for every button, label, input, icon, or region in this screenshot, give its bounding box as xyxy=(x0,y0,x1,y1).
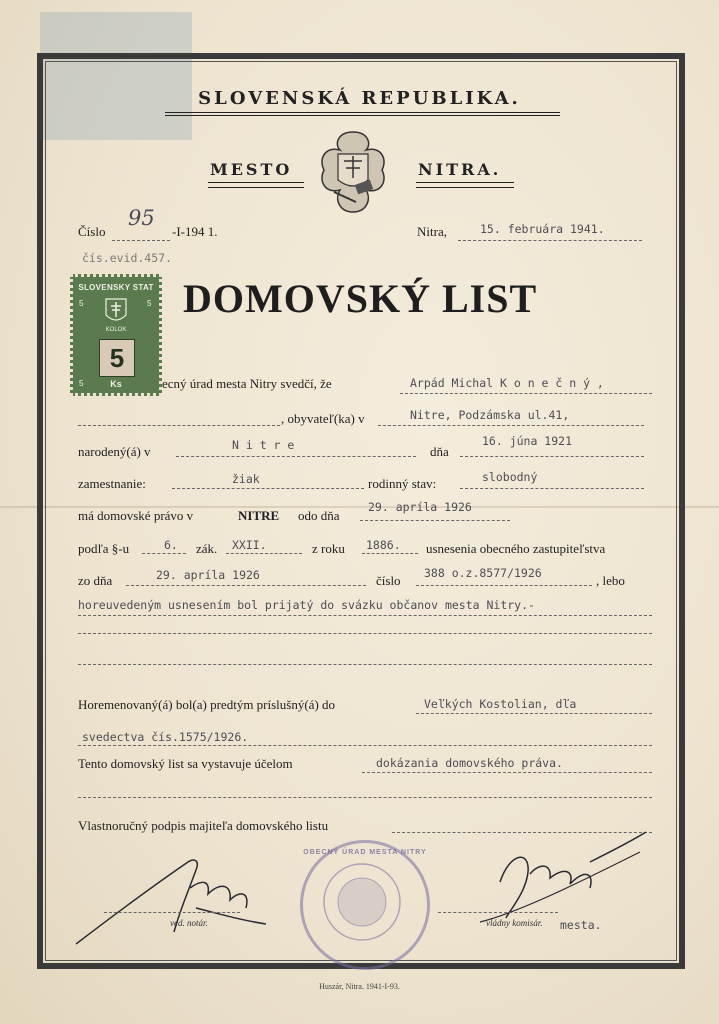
certificate-number: svedectva čís.1575/1926. xyxy=(82,730,249,744)
birthplace: N i t r e xyxy=(232,438,295,452)
coat-of-arms-icon xyxy=(316,128,390,214)
line6-label-c: z roku xyxy=(312,541,345,556)
line10-dots xyxy=(78,664,652,665)
line12-dots xyxy=(78,745,652,746)
republic-underline xyxy=(165,112,560,116)
document-title: DOMOVSKÝ LIST xyxy=(183,276,538,321)
number-label: Číslo xyxy=(78,224,106,239)
line11-label: Horemenovaný(á) bol(a) predtým príslušný(á) do xyxy=(78,697,336,712)
line3-label: narodený(á) v xyxy=(78,444,151,459)
evidence-number: čís.evid.457. xyxy=(82,251,173,265)
law-year: 1886. xyxy=(366,538,401,552)
paragraph-number: 6. xyxy=(164,538,178,552)
line2-dots-b xyxy=(378,425,644,426)
right-since-date: 29. apríla 1926 xyxy=(368,500,472,514)
line7-dots-a xyxy=(126,585,366,586)
holder-signature-image xyxy=(470,822,650,932)
line5-dots xyxy=(360,520,510,521)
line4-label: zamestnanie: xyxy=(78,476,146,491)
mesto-underline xyxy=(208,182,304,188)
birth-date: 16. júna 1921 xyxy=(482,434,573,448)
line7-dots-b xyxy=(416,585,592,586)
line13-label: Tento domovský list sa vystavuje účelom xyxy=(78,756,293,771)
line1-label: ecný úrad mesta Nitry svedčí, že xyxy=(162,376,332,391)
commissioner-signature-dots xyxy=(438,912,558,913)
notary-signature-image xyxy=(70,848,270,958)
admission-statement: horeuvedeným usnesením bol prijatý do svázku občanov mesta Nitry.- xyxy=(78,598,535,612)
resolution-number: 388 o.z.8577/1926 xyxy=(424,566,542,580)
holder-name: Arpád Michal K o n e č n ý , xyxy=(410,376,604,390)
stamp-corner-value: 5 xyxy=(79,299,84,308)
seal-text: OBECNÝ ÚRAD MESTA NITRY xyxy=(303,849,427,856)
revenue-stamp xyxy=(70,274,162,396)
stamp-state-label: SLOVENSKY STAT xyxy=(78,283,154,292)
previous-domicile: Veľkých Kostolian, dľa xyxy=(424,697,577,711)
city-underline xyxy=(416,182,514,188)
number-handwritten: 95 xyxy=(128,206,155,230)
line6-dots-b xyxy=(226,553,302,554)
line3-label2: dňa xyxy=(430,444,449,459)
city-heading: NITRA. xyxy=(418,160,502,179)
line6-dots-a xyxy=(142,553,186,554)
republic-heading: SLOVENSKÁ REPUBLIKA. xyxy=(198,88,521,109)
stamp-corner-value: 5 xyxy=(147,299,152,308)
line13-dots xyxy=(362,772,652,773)
issue-date: 15. februára 1941. xyxy=(480,222,605,236)
mesto-label: MESTO xyxy=(210,160,293,179)
line5-label-a: má domovské právo v xyxy=(78,508,194,523)
line7-label-a: zo dňa xyxy=(78,573,113,588)
law-number: XXII. xyxy=(232,538,267,552)
stamp-corner-value: 5 xyxy=(79,379,84,388)
seal-emblem-icon xyxy=(300,840,424,964)
occupation: žiak xyxy=(232,472,260,486)
line6-label-b: zák. xyxy=(196,541,218,556)
line5-city: NITRE xyxy=(238,508,280,523)
issue-place: Nitra, xyxy=(417,224,447,239)
line8-dots xyxy=(78,615,652,616)
number-dots xyxy=(112,240,170,241)
line6-label-d: usnesenia obecného zastupiteľstva xyxy=(426,541,606,556)
issue-date-dots xyxy=(458,240,642,241)
issue-purpose: dokázania domovského práva. xyxy=(376,756,563,770)
line2-label: , obyvateľ(ka) v xyxy=(281,411,365,426)
notary-label: ved. notár. xyxy=(170,918,208,928)
line2-dots-a xyxy=(78,425,280,426)
commissioner-mesta: mesta. xyxy=(560,918,602,932)
line5-label-b: odo dňa xyxy=(298,508,340,523)
stamp-currency: Ks xyxy=(110,379,122,389)
line4-dots-a xyxy=(172,488,364,489)
residence: Nitre, Podzámska ul.41, xyxy=(410,408,570,422)
official-seal xyxy=(300,840,430,970)
line4-dots-b xyxy=(460,488,644,489)
line14-dots xyxy=(78,797,652,798)
line1-dots xyxy=(400,393,652,394)
line3-dots-a xyxy=(176,456,416,457)
line3-dots-b xyxy=(460,456,644,457)
line4-label2: rodinný stav: xyxy=(368,476,437,491)
line9-dots xyxy=(78,633,652,634)
notary-signature-dots xyxy=(104,912,240,913)
holder-signature-label: Vlastnoručný podpis majiteľa domovského listu xyxy=(78,818,329,833)
commissioner-label: vládny komisár. xyxy=(486,918,543,928)
line11-dots xyxy=(416,713,652,714)
stamp-kolok-label: KOLOK xyxy=(105,327,127,333)
marital-status: slobodný xyxy=(482,470,538,484)
stamp-cross-icon xyxy=(104,297,128,325)
line6-dots-c xyxy=(362,553,418,554)
number-suffix: -I-194 1. xyxy=(172,224,218,239)
printer-footer: Huszár, Nitra. 1941-I-93. xyxy=(319,982,400,991)
line6-label-a: podľa §-u xyxy=(78,541,130,556)
resolution-date: 29. apríla 1926 xyxy=(156,568,260,582)
stamp-value: 5 xyxy=(99,339,135,377)
line7-label-c: , lebo xyxy=(596,573,625,588)
line7-label-b: číslo xyxy=(376,573,401,588)
